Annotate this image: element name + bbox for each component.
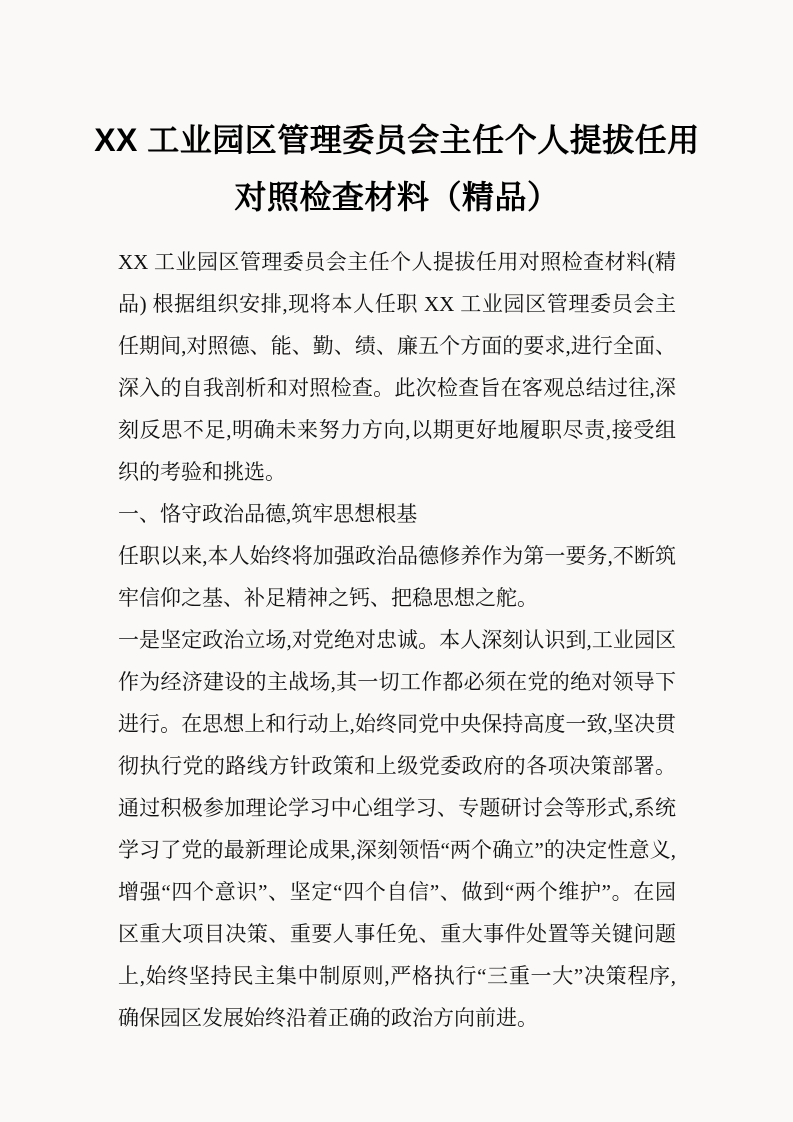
section-heading-1: 一、恪守政治品德,筑牢思想根基 xyxy=(118,502,418,526)
document-title: XX 工业园区管理委员会主任个人提拔任用对照检查材料（精品） xyxy=(94,122,700,215)
paragraph-political-stance: 一是坚定政治立场,对党绝对忠诚。本人深刻认识到,工业园区作为经济建设的主战场,其一切工作都必须在党的绝对领导下进行。在思想上和行动上,始终同党中央保持高度一致,坚决贯彻执行党的路线方针政策和上级党委政府的各项决策部署。通过积极参加理论学习中心组学习、专题研讨会等形式,系统学习了党的最新理论成果,深刻领悟“两个确立”的决定性意义,增强“四个意识”、坚定“四个自信”、做到“两个维护”。在园区重大项目决策、重要人事任免、重大事件处置等关键问题上,始终坚持民主集中制原则,严格执行“三重一大”决策程序,确保园区发展始终沿着正确的政治方向前进。 xyxy=(118,628,676,1030)
document-body xyxy=(118,241,676,1039)
paragraph-political-morality: 任职以来,本人始终将加强政治品德修养作为第一要务,不断筑牢信仰之基、补足精神之钙、把稳思想之舵。 xyxy=(118,544,676,610)
intro-paragraph: XX 工业园区管理委员会主任个人提拔任用对照检查材料(精品) 根据组织安排,现将本人任职 XX 工业园区管理委员会主任期间,对照德、能、勤、绩、廉五个方面的要求,进行全面、深入的自我剖析和对照检查。此次检查旨在客观总结过往,深刻反思不足,明确未来努力方向,以期更好地履职尽责,接受组织的考验和挑选。 xyxy=(118,250,676,484)
